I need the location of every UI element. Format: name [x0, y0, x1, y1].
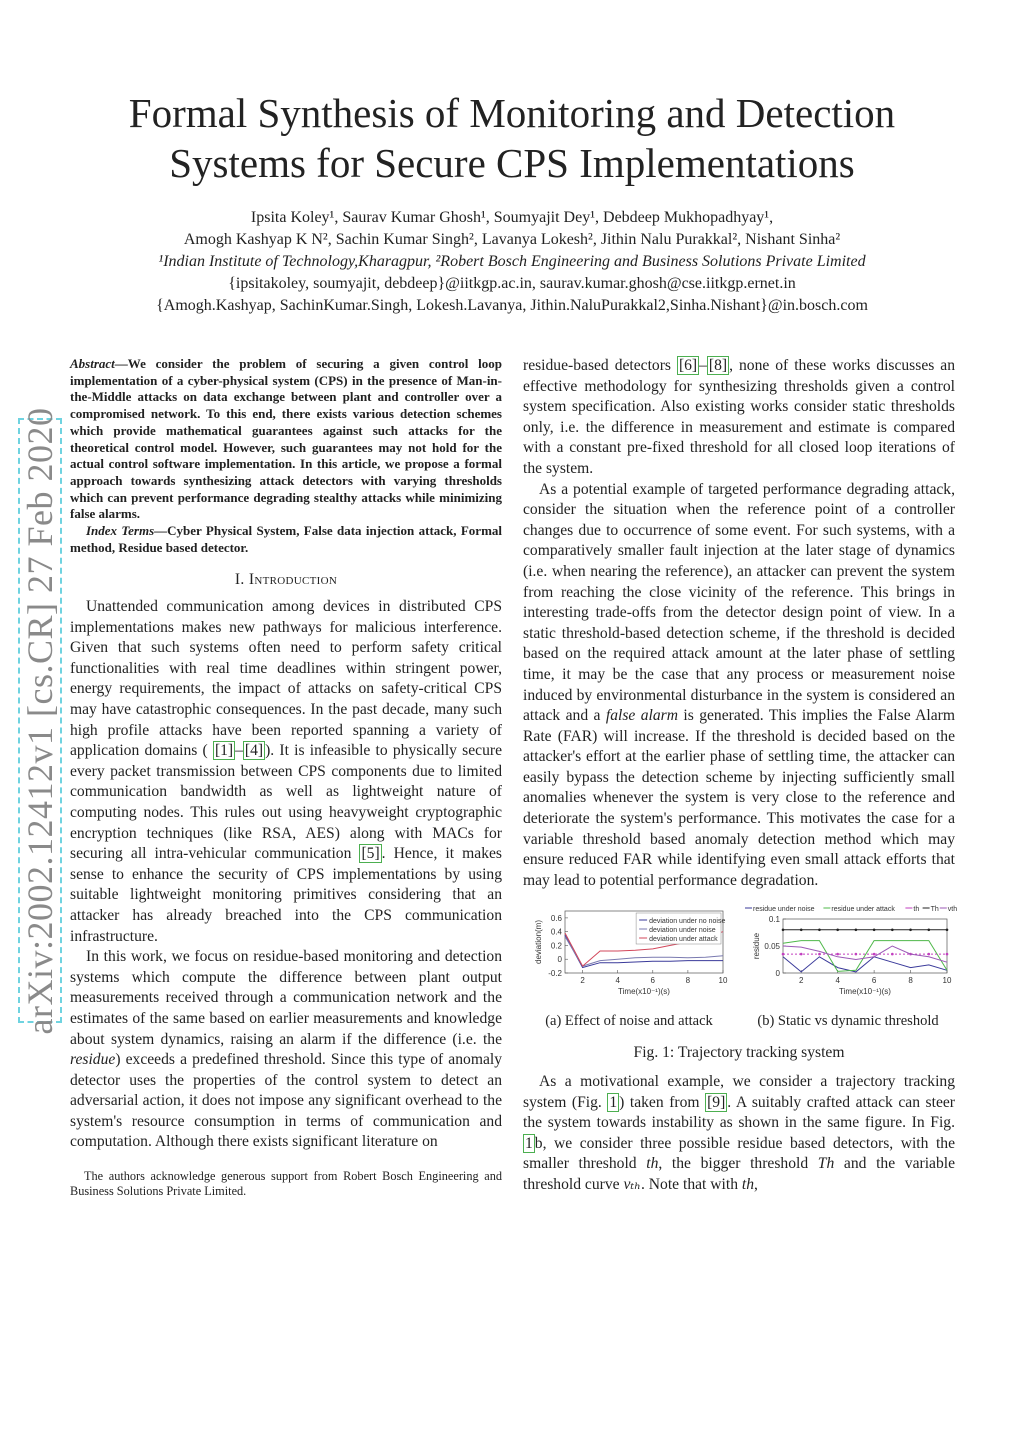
legend-label: th [913, 906, 920, 914]
chart-effect-of-noise [531, 903, 731, 1007]
right-p3-text-d: b, we consider three possible residue based detectors, with the smaller threshold [523, 1134, 955, 1173]
legend-label: residue under noise [753, 906, 815, 914]
right-p1-text-b: , none of these works discusses an effective methodology for synthesizing thresholds given a control system specification. Also existing works consider static thresholds only, i.e. the difference in measurement and estimate is compared with a constant pre-fixed threshold for all closed loop iterations of the system. [523, 357, 955, 477]
abstract-label: Abstract [70, 356, 115, 371]
y-tick-label: 0 [557, 955, 562, 965]
x-tick-label: 6 [871, 976, 877, 986]
right-column [523, 356, 958, 1196]
figure-link[interactable]: 1 [525, 1134, 533, 1152]
citation-dash: – [699, 357, 707, 374]
section-heading [70, 570, 502, 591]
right-p3-text-g: . Note that with [640, 1176, 742, 1193]
legend-label: vth [947, 906, 958, 914]
footnote: The authors acknowledge generous support from Robert Bosch Engineering and Business Solutions Private Limited. [70, 1169, 502, 1199]
right-p2-emphasis: false alarm [605, 707, 678, 725]
right-p3-text-f: and the variable threshold curve [523, 1155, 956, 1193]
citation-dash: – [235, 742, 243, 760]
left-column [70, 356, 502, 1211]
series-point [800, 929, 803, 932]
index-terms-label: Index Terms [86, 523, 155, 539]
series-point [927, 929, 930, 932]
right-p3-text-c: . A suitably crafted attack can steer the system towards instability as shown in the same figure. In Fig. [523, 1093, 955, 1132]
y-axis-label: deviation(m) [534, 920, 543, 965]
abstract [70, 356, 502, 523]
series-point [855, 953, 858, 956]
figure-1 [523, 903, 958, 1043]
right-p3-text-b: ) taken from [619, 1093, 706, 1111]
series-point [836, 953, 839, 956]
legend-label: residue under attack [831, 906, 895, 914]
intro-p1-text-a: Unattended communication among devices in distributed CPS implementations makes new pathways for malicious interference. Given that such systems often need to perform safety critical functionalities with real time deadlines within stringent power, energy requirements, the impact of attacks on safety-critical CPS may have catastrophic consequences. In the past decade, many such high profile attacks have been reported spanning a variety of application domains ( [70, 598, 502, 760]
author-block [40, 207, 984, 317]
intro-p2-emphasis: residue [70, 1051, 116, 1069]
series-point [855, 929, 858, 932]
legend-label: deviation under noise [649, 927, 716, 935]
intro-p1-text-c: . Hence, it makes sense to enhance the security of CPS implementations by using suitable lightweight monitoring primitives considering that an attacker has already breached into the CPS communication infrastructure. [70, 845, 502, 945]
y-tick-label: -0.2 [548, 969, 562, 979]
intro-paragraph-2 [70, 947, 502, 1153]
x-tick-label: 4 [615, 976, 620, 986]
right-p2-text-a: As a potential example of targeted performance degrading attack, consider the situation when the reference point of a controller changes due to occurrence of some event. For such systems, with a comparatively smaller fault injection at the later stage of dynamics (i.e. when nearing the reference), an attacker can prevent the system from reaching the close vicinity of the reference. This brings in interesting trade-offs from the detector design point of view. In a static threshold-based detection scheme, if the threshold is decided based on the required attack amount at the later phase of settling time, it may be the case that any process or measurement noise induced by environmental disturbance in the system is considered an attack and a [523, 480, 955, 725]
x-tick-label: 4 [835, 976, 840, 986]
citation-link[interactable]: [8] [708, 357, 728, 374]
title-line-2: Systems for Secure CPS Implementations [169, 140, 855, 186]
right-paragraph-2 [523, 480, 955, 892]
series-point [873, 929, 876, 932]
right-p2-text-b: is generated. This implies the False Alarm Rate (FAR) will increase. If the threshold is decided based on the attacker's effort at the earlier phase of settling time, the attacker can easily bypass the detection scheme by injecting sufficiently small anomalies whenever the system is very close to the reference and deteriorate the system's performance. This motivates the case for a variable threshold based anomaly detection method which may ensure reduced FAR while identifying even small attack efforts that may lead to potential performance degradation. [523, 707, 955, 889]
math-th-2: th [741, 1176, 755, 1193]
series-point [836, 929, 839, 932]
math-th: th [646, 1155, 659, 1173]
email-line-2: {Amogh.Kashyap, SachinKumar.Singh, Lokesh.Lavanya, Jithin.NaluPurakkal2,Sinha.Nishant}@in.bosch.com [156, 297, 868, 314]
right-paragraph-3 [523, 1072, 955, 1196]
x-axis-label: Time(x10⁻¹)(s) [618, 987, 670, 997]
title-line-1: Formal Synthesis of Monitoring and Detection [128, 90, 896, 136]
right-p3-text-a: As a motivational example, we consider a trajectory tracking system (Fig. [523, 1073, 955, 1111]
citation-link[interactable]: [5] [361, 845, 380, 863]
series-point [891, 929, 894, 932]
arxiv-stamp [18, 407, 62, 1034]
series-point [782, 953, 785, 956]
right-p3-text-h: , [754, 1176, 758, 1193]
citation-link[interactable]: [6] [678, 357, 698, 374]
math-Th: Th [817, 1155, 835, 1173]
x-tick-label: 8 [685, 976, 691, 986]
x-tick-label: 2 [580, 976, 585, 986]
arxiv-id: arXiv:2002.12412v1 [cs.CR] 27 Feb 2020 [20, 407, 60, 1034]
series-line [783, 957, 947, 972]
y-axis-label: residue [752, 933, 761, 960]
x-tick-label: 8 [908, 976, 913, 986]
citation-link[interactable]: [4] [244, 742, 264, 760]
paper-title [60, 88, 964, 188]
email-line-1: {ipsitakoley, soumyajit, debdeep}@iitkgp.ac.in, saurav.kumar.ghosh@cse.iitkgp.ernet.in [228, 275, 796, 292]
legend-label: deviation under no noise [649, 918, 726, 926]
y-tick-label: 0.2 [550, 941, 562, 951]
right-p3-text-e: , the bigger threshold [658, 1155, 818, 1173]
series-point [800, 953, 803, 956]
series-point [818, 929, 821, 932]
x-tick-label: 10 [942, 976, 952, 986]
math-vth: vₜₕ [623, 1176, 641, 1193]
series-point [946, 929, 949, 932]
authors-line-2: Amogh Kashyap K N², Sachin Kumar Singh², Lavanya Lokesh², Jithin Nalu Purakkal², Nishant Sinha² [183, 231, 841, 248]
subcaption-b: (b) Static vs dynamic threshold [757, 1013, 939, 1030]
legend-label: Th [930, 906, 939, 914]
right-p1-text-a: residue-based detectors [523, 357, 677, 374]
y-tick-label: 0.1 [768, 915, 780, 925]
series-point [891, 953, 894, 956]
series-point [873, 953, 876, 956]
y-tick-label: 0.6 [550, 914, 562, 924]
citation-link[interactable]: [9] [707, 1093, 726, 1111]
intro-paragraph-1 [70, 597, 502, 947]
legend-label: deviation under attack [649, 936, 718, 944]
chart-static-vs-dynamic [743, 903, 958, 1007]
right-paragraph-1 [523, 356, 955, 480]
citation-link[interactable]: [1] [214, 742, 234, 760]
figure-caption: Fig. 1: Trajectory tracking system [633, 1044, 845, 1062]
subcaption-a: (a) Effect of noise and attack [545, 1013, 713, 1030]
section-title: Introduction [248, 571, 338, 589]
series-point [927, 953, 930, 956]
series-point [946, 953, 949, 956]
x-tick-label: 6 [650, 976, 656, 986]
figure-link[interactable]: 1 [609, 1093, 618, 1111]
section-number: I. [234, 571, 245, 589]
x-axis-label: Time(x10⁻¹)(s) [839, 987, 891, 997]
series-point [909, 929, 912, 932]
y-tick-label: 0.4 [550, 928, 562, 938]
index-terms [70, 523, 502, 556]
series-point [818, 953, 821, 956]
series-point [782, 929, 785, 932]
affiliation: ¹Indian Institute of Technology,Kharagpur, ²Robert Bosch Engineering and Business Solutions Private Limited [158, 253, 866, 270]
intro-p1-text-b: ). It is infeasible to physically secure every packet transmission between CPS components due to limited communication bandwidth as well as lightweight nature of computing nodes. This rules out using heavyweight cryptographic encryption techniques (like RSA, AES) along with MACs for securing all intra-vehicular communication [70, 742, 503, 863]
x-tick-label: 2 [798, 976, 804, 986]
index-terms-text: —Cyber Physical System, False data injection attack, Formal method, Residue based detector. [70, 523, 503, 555]
abstract-text: —We consider the problem of securing a given control loop implementation of a cyber-physical system (CPS) in the presence of Man-in-the-Middle attacks on data exchange between plant and controller over a compromised network. To this end, there exists various detection schemes which provide mathematical guarantees against such attacks for the theoretical control model. However, such guarantees may not hold for the actual control software implementation. In this article, we propose a formal approach towards synthesizing attack detectors with varying thresholds which can prevent performance degrading stealthy attacks while minimizing false alarms. [70, 356, 502, 522]
intro-p2-text-a: In this work, we focus on residue-based monitoring and detection systems which compute the difference between plant output measurements received through a communication network and the estimates of the same based on earlier measurements and knowledge about system dynamics, raising an alarm if the difference (i.e. the [70, 948, 502, 1048]
intro-p2-text-b: ) exceeds a predefined threshold. Since this type of anomaly detector uses the properties of the control system to detect an adversarial action, it does not impose any significant overhead to the system's resource consumption in terms of communication and computation. Although there exists significant literature on [70, 1051, 502, 1151]
x-tick-label: 10 [718, 976, 728, 986]
authors-line-1: Ipsita Koley¹, Saurav Kumar Ghosh¹, Soumyajit Dey¹, Debdeep Mukhopadhyay¹, [250, 209, 774, 226]
y-tick-label: 0 [775, 969, 780, 979]
y-tick-label: 0.05 [764, 942, 780, 952]
